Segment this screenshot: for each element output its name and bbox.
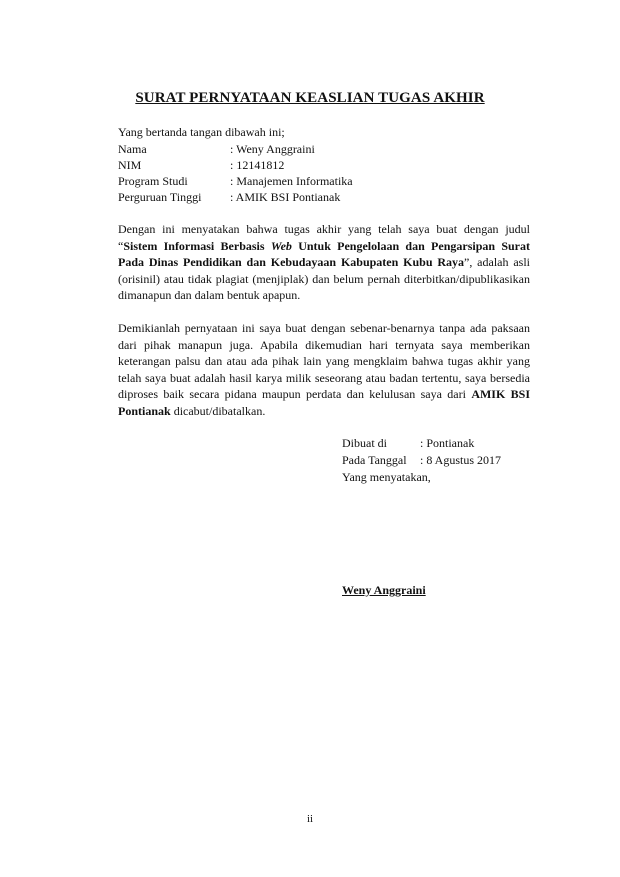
field-value: : Manajemen Informatika <box>230 174 353 188</box>
field-label: Program Studi <box>118 174 188 188</box>
field-row-name <box>118 141 353 157</box>
sig-place-row <box>342 435 501 452</box>
signer-name: Weny Anggraini <box>342 583 426 597</box>
sig-label: Pada Tanggal <box>342 453 407 467</box>
paragraph-text: ”, adalah asli (orisinil) atau tidak plagiat (menjiplak) dan belum pernah diterbitkan/dipublikasikan dimanapun dan dalam bentuk apapun. <box>118 255 530 302</box>
document-title: SURAT PERNYATAAN KEASLIAN TUGAS AKHIR <box>135 90 485 106</box>
thesis-title-italic: Web <box>270 238 292 253</box>
statement-paragraph <box>118 221 530 304</box>
signature-block <box>342 435 501 486</box>
field-row-university <box>118 189 353 205</box>
field-label: NIM <box>118 158 142 172</box>
field-row-program <box>118 173 353 189</box>
field-value: : 12141812 <box>230 158 285 172</box>
sig-value: : Pontianak <box>420 436 475 450</box>
intro-text: Yang bertanda tangan dibawah ini; <box>118 125 285 139</box>
field-row-nim <box>118 157 353 173</box>
sig-value: : 8 Agustus 2017 <box>420 453 502 467</box>
thesis-title-part: Untuk Pengelolaan dan Pengarsipan Surat Pada Dinas Pendidikan dan Kebudayaan Kabupaten Kubu Raya <box>118 238 530 269</box>
paragraph-text: dicabut/dibatalkan. <box>170 403 266 418</box>
page-number: ii <box>306 813 314 825</box>
sig-label: Dibuat di <box>342 436 387 450</box>
thesis-title-part: Sistem Informasi Berbasis <box>123 238 271 253</box>
institution-name: AMIK BSI Pontianak <box>118 387 530 418</box>
field-label: Nama <box>118 142 147 156</box>
paragraph-text: Dengan ini menyatakan bahwa tugas akhir yang telah saya buat dengan judul “ <box>118 222 530 253</box>
field-value: : AMIK BSI Pontianak <box>230 190 341 204</box>
paragraph-text: Demikianlah pernyataan ini saya buat dengan sebenar-benarnya tanpa ada paksaan dari pihak manapun juga. Apabila dikemudian hari ternyata saya memberikan keterangan palsu dan atau ada pihak lain yang mengklaim bahwa tugas akhir yang telah saya buat adalah hasil karya milik seseorang atau badan tertentu, saya bersedia diproses baik secara pidana maupun perdata dan kelulusan saya dari <box>118 321 530 401</box>
sig-date-row <box>342 452 501 469</box>
field-label: Perguruan Tinggi <box>118 190 202 204</box>
sig-closing: Yang menyatakan, <box>342 470 431 484</box>
identity-fields <box>118 141 353 205</box>
field-value: : Weny Anggraini <box>230 142 315 156</box>
declaration-paragraph <box>118 320 530 419</box>
